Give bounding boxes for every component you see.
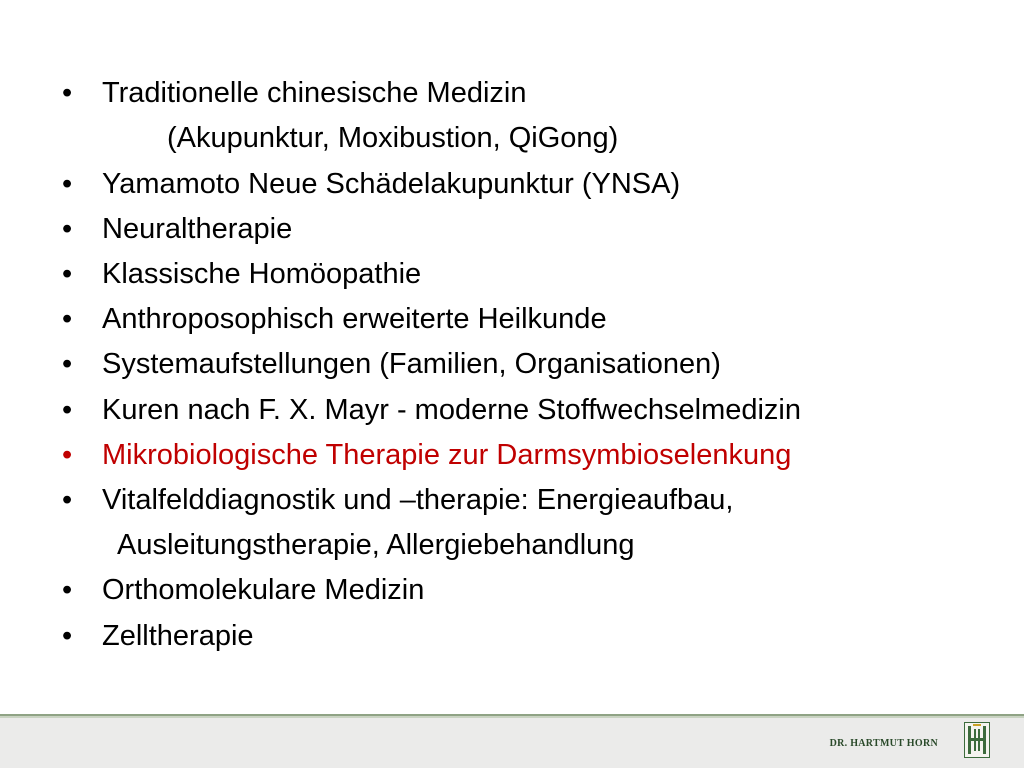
bullet-marker: • (62, 77, 73, 109)
bullet-marker: • (62, 303, 73, 335)
list-item-text: Ausleitungstherapie, Allergiebehandlung (117, 529, 635, 561)
list-item-text: Traditionelle chinesische Medizin (102, 77, 527, 109)
bullet-marker: • (62, 258, 73, 290)
footer-divider (0, 716, 1024, 718)
list-item-text: Zelltherapie (102, 620, 254, 652)
bullet-marker: • (62, 348, 73, 380)
footer-author: DR. HARTMUT HORN (829, 738, 938, 749)
list-item-text: Vitalfelddiagnostik und –therapie: Energieaufbau, (102, 484, 734, 516)
list-item-text: Kuren nach F. X. Mayr - moderne Stoffwechselmedizin (102, 394, 802, 426)
list-item-text: Anthroposophisch erweiterte Heilkunde (102, 303, 607, 335)
bullet-marker: • (62, 574, 73, 606)
bullet-marker: • (62, 439, 73, 471)
list-item-text: (Akupunktur, Moxibustion, QiGong) (167, 122, 619, 154)
hh-monogram-logo-icon (964, 722, 990, 758)
list-item-text: Yamamoto Neue Schädelakupunktur (YNSA) (102, 168, 681, 200)
list-item-text: Neuraltherapie (102, 213, 293, 245)
list-item-text: Orthomolekulare Medizin (102, 574, 425, 606)
list-item-text: Klassische Homöopathie (102, 258, 422, 290)
bullet-marker: • (62, 213, 73, 245)
list-item-text: Systemaufstellungen (Familien, Organisationen) (102, 348, 721, 380)
bullet-marker: • (62, 168, 73, 200)
bullet-marker: • (62, 620, 73, 652)
bullet-marker: • (62, 484, 73, 516)
list-item-text: Mikrobiologische Therapie zur Darmsymbioselenkung (102, 439, 792, 471)
bullet-marker: • (62, 394, 73, 426)
